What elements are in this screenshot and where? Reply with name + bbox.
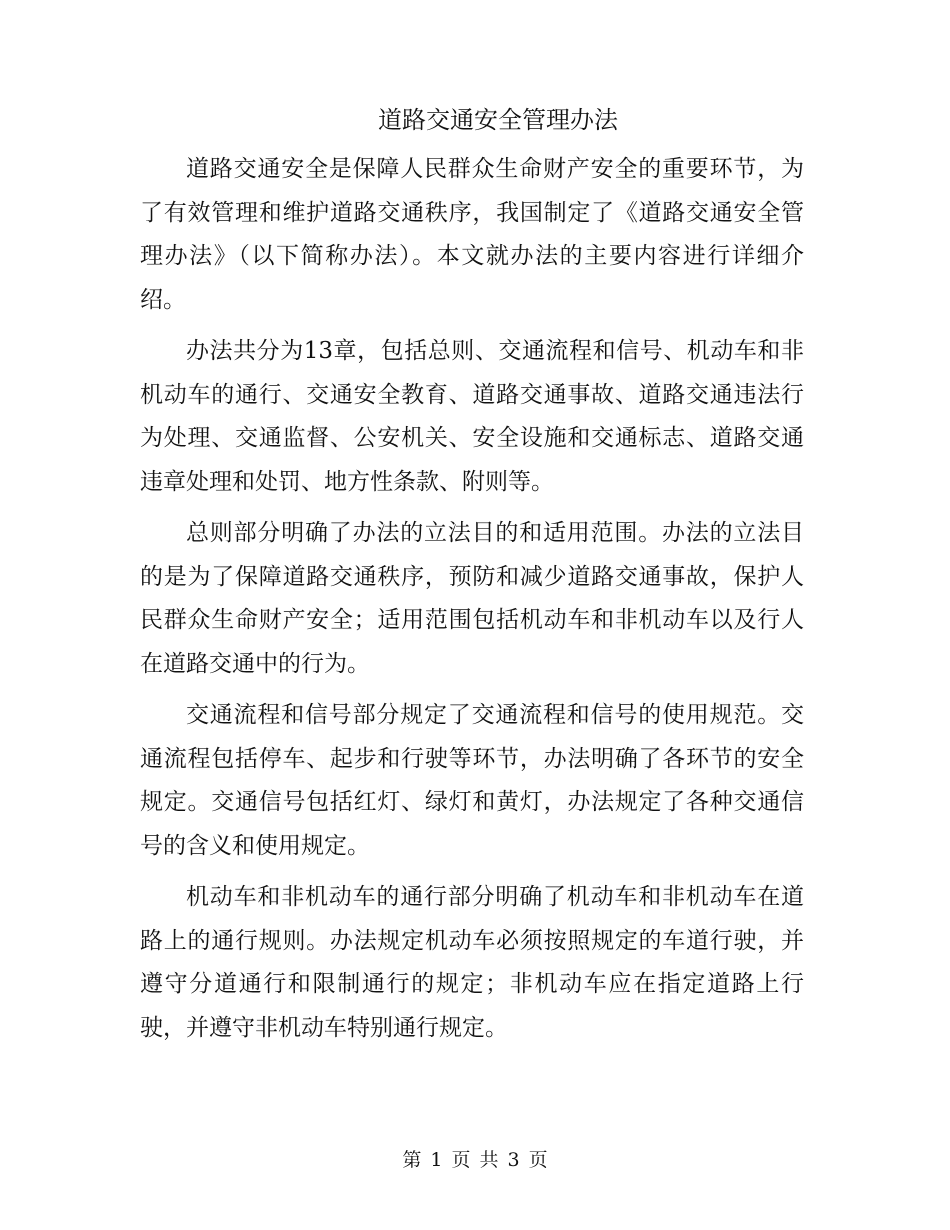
document-body — [140, 148, 804, 1058]
paragraph-traffic-signals: 交通流程和信号部分规定了交通流程和信号的使用规范。交通流程包括停车、起步和行驶等环节，办法明确了各环节的安全规定。交通信号包括红灯、绿灯和黄灯，办法规定了各种交通信号的含义和使用规定。 — [140, 702, 804, 859]
paragraph-intro: 道路交通安全是保障人民群众生命财产安全的重要环节，为了有效管理和维护道路交通秩序，我国制定了《道路交通安全管理办法》（以下简称办法）。本文就办法的主要内容进行详细介绍。 — [140, 156, 804, 313]
document-title: 道路交通安全管理办法 — [378, 106, 618, 134]
paragraph-general-provisions: 总则部分明确了办法的立法目的和适用范围。办法的立法目的是为了保障道路交通秩序，预防和减少道路交通事故，保护人民群众生命财产安全；适用范围包括机动车和非机动车以及行人在道路交通中的行为。 — [140, 520, 804, 677]
paragraph-chapters: 办法共分为13章，包括总则、交通流程和信号、机动车和非机动车的通行、交通安全教育、道路交通事故、道路交通违法行为处理、交通监督、公安机关、安全设施和交通标志、道路交通违章处理和处罚、地方性条款、附则等。 — [140, 338, 804, 495]
page-number-footer: 第 1 页 共 3 页 — [402, 1149, 548, 1171]
paragraph-vehicle-passage: 机动车和非机动车的通行部分明确了机动车和非机动车在道路上的通行规则。办法规定机动车必须按照规定的车道行驶，并遵守分道通行和限制通行的规定；非机动车应在指定道路上行驶，并遵守非机动车特别通行规定。 — [140, 884, 804, 1041]
